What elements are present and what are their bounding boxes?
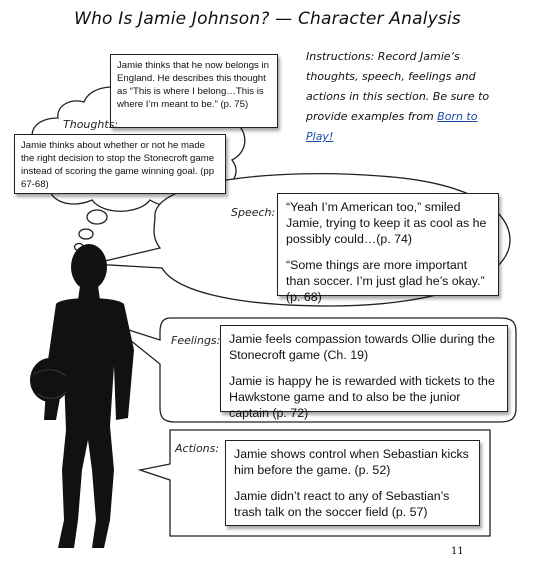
thought-box-1 — [110, 54, 278, 128]
actions-box — [225, 440, 480, 526]
feelings-label: Feelings: — [171, 334, 221, 347]
thought-box-2 — [14, 134, 226, 194]
speech-label: Speech: — [231, 206, 276, 219]
feelings-box — [220, 325, 508, 420]
speech-quote-2: “Some things are more important than soccer. I’m just glad he’s okay.” (p. 68) — [286, 258, 485, 304]
actions-item-1: Jamie shows control when Sebastian kicks him before the game. (p. 52) — [234, 447, 469, 477]
thoughts-label: Thoughts: — [63, 118, 119, 131]
speech-box — [277, 193, 499, 304]
page-title: Who Is Jamie Johnson? — Character Analysis — [74, 9, 461, 29]
actions-label: Actions: — [175, 442, 220, 455]
book-title-link[interactable]: Born to Play! — [306, 110, 478, 143]
thought-text-1: Jamie thinks that he now belongs in England. He describes this thought as “This is where I belong…This is where I’m meant to be.” (p. 75) — [117, 60, 269, 110]
feelings-item-2: Jamie is happy he is rewarded with tickets to the Hawkstone game and to also be the junior captain (p. 72) — [229, 374, 495, 420]
page-number: 11 — [451, 546, 464, 557]
speech-quote-1: “Yeah I’m American too,” smiled Jamie, trying to keep it as cool as he possibly could…(p. 74) — [286, 200, 487, 246]
thought-text-2: Jamie thinks about whether or not he made the right decision to stop the Stonecroft game instead of scoring the game winning goal. (pp 67-68) — [21, 140, 215, 190]
actions-item-2: Jamie didn’t react to any of Sebastian’s trash talk on the soccer field (p. 57) — [234, 489, 450, 519]
player-silhouette-icon — [30, 244, 134, 548]
feelings-item-1: Jamie feels compassion towards Ollie during the Stonecroft game (Ch. 19) — [229, 332, 495, 362]
instructions-text: Instructions: Record Jamie’s thoughts, speech, feelings and actions in this section. Be sure to provide examples from — [306, 50, 490, 123]
